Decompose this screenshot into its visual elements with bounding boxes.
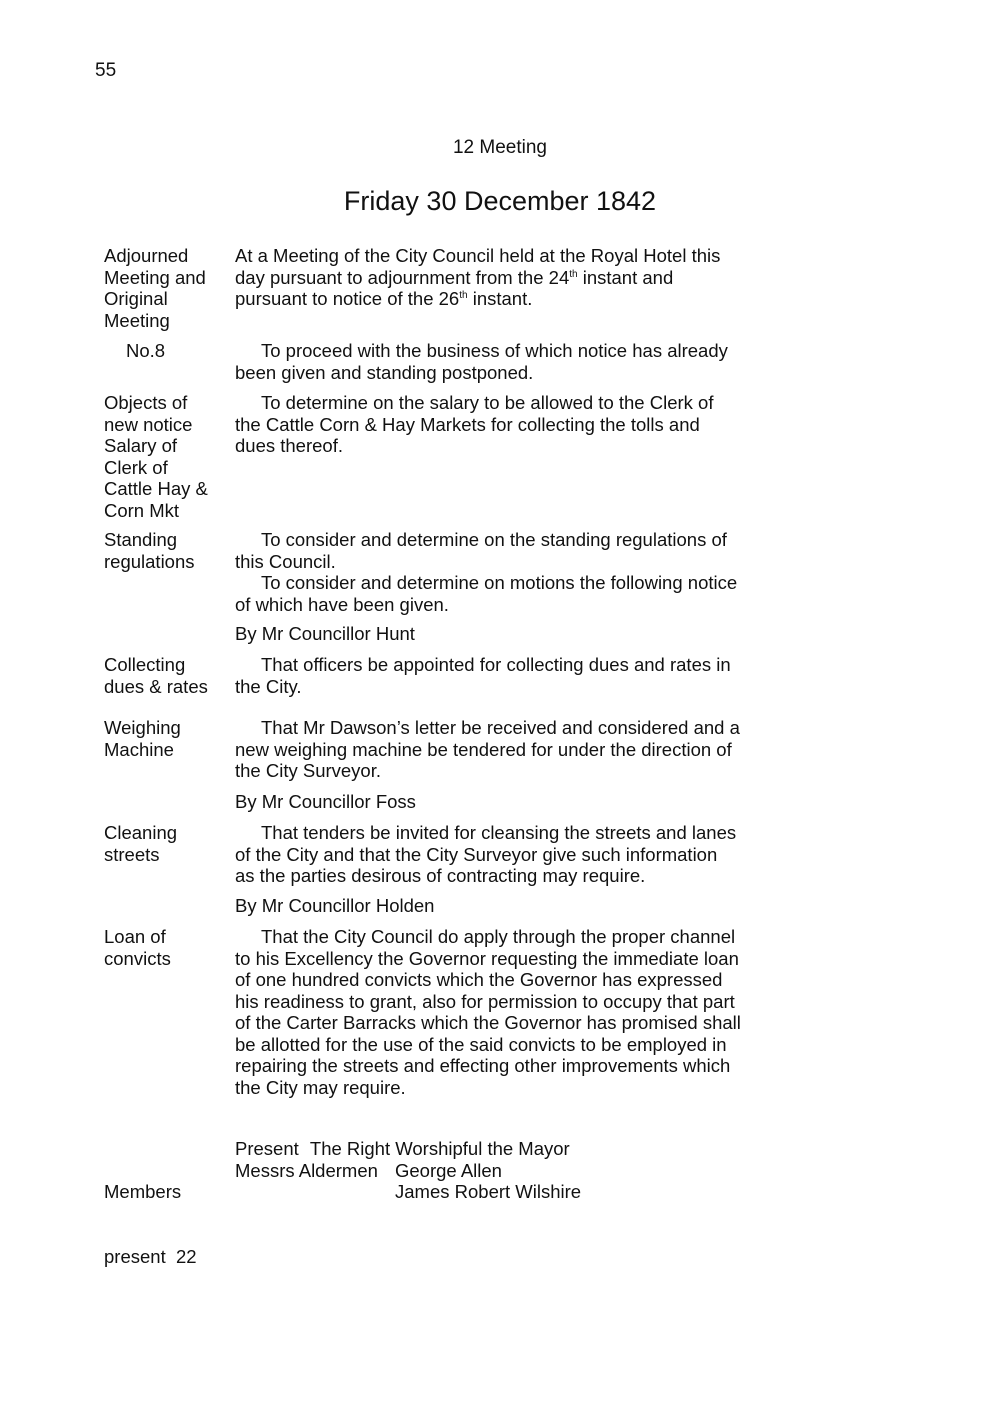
- margin-note-standing: Standing regulations: [104, 529, 195, 572]
- margin-note-weighing: Weighing Machine: [104, 717, 181, 760]
- present-row-mayor: [235, 1138, 570, 1160]
- margin-note-objects: Objects of new notice Salary of Clerk of Cattle Hay & Corn Mkt: [104, 392, 208, 521]
- entry-standing-regulations: To consider and determine on the standing regulations of this Council.: [235, 529, 727, 572]
- entry-intro: At a Meeting of the City Council held at the Royal Hotel this day pursuant to adjournment from the 24th instant and pursuant to notice of the 26th instant.: [235, 245, 721, 309]
- by-councillor-foss: By Mr Councillor Foss: [235, 791, 416, 812]
- margin-note-adjourned: Adjourned Meeting and Original Meeting: [104, 245, 206, 331]
- alderman-2: James Robert Wilshire: [395, 1181, 582, 1202]
- alderman-1: George Allen: [395, 1160, 502, 1181]
- entry-proceed: To proceed with the business of which notice has already been given and standing postponed.: [235, 340, 728, 383]
- margin-note-loan: Loan of convicts: [104, 926, 171, 969]
- margin-note-no8: No.8: [126, 340, 166, 361]
- entry-salary: To determine on the salary to be allowed to the Clerk of the Cattle Corn & Hay Markets for collecting the tolls and dues thereof.: [235, 392, 714, 456]
- page-number: 55: [95, 60, 117, 81]
- entry-convicts: That the City Council do apply through the proper channel to his Excellency the Governor requesting the immediate loan of one hundred convicts which the Governor has expressed his readiness to grant, also for permission to occupy that part of the Carter Barracks which the Governor has promised shall be allotted for the use of the said convicts to be employed in repairing the streets and effecting other improvements which the City may require.: [235, 926, 741, 1098]
- margin-note-collecting: Collecting dues & rates: [104, 654, 208, 697]
- by-councillor-holden: By Mr Councillor Holden: [235, 895, 435, 916]
- entry-collecting: That officers be appointed for collecting dues and rates in the City.: [235, 654, 731, 697]
- by-councillor-hunt: By Mr Councillor Hunt: [235, 623, 415, 644]
- margin-note-members: Members present 22: [104, 1181, 197, 1267]
- margin-note-cleaning: Cleaning streets: [104, 822, 178, 865]
- aldermen-label: Messrs Aldermen: [235, 1160, 378, 1181]
- meeting-date: Friday 30 December 1842: [343, 186, 657, 216]
- entry-weighing: That Mr Dawson’s letter be received and considered and a new weighing machine be tendered for under the direction of the City Surveyor.: [235, 717, 740, 781]
- entry-motions: To consider and determine on motions the following notice of which have been given.: [235, 572, 738, 615]
- present-label: Present: [235, 1138, 299, 1159]
- entry-cleansing: That tenders be invited for cleansing the streets and lanes of the City and that the City Surveyor give such information as the parties desirous of contracting may require.: [235, 822, 737, 886]
- mayor-name: The Right Worshipful the Mayor: [309, 1138, 570, 1159]
- meeting-label: 12 Meeting: [452, 137, 547, 158]
